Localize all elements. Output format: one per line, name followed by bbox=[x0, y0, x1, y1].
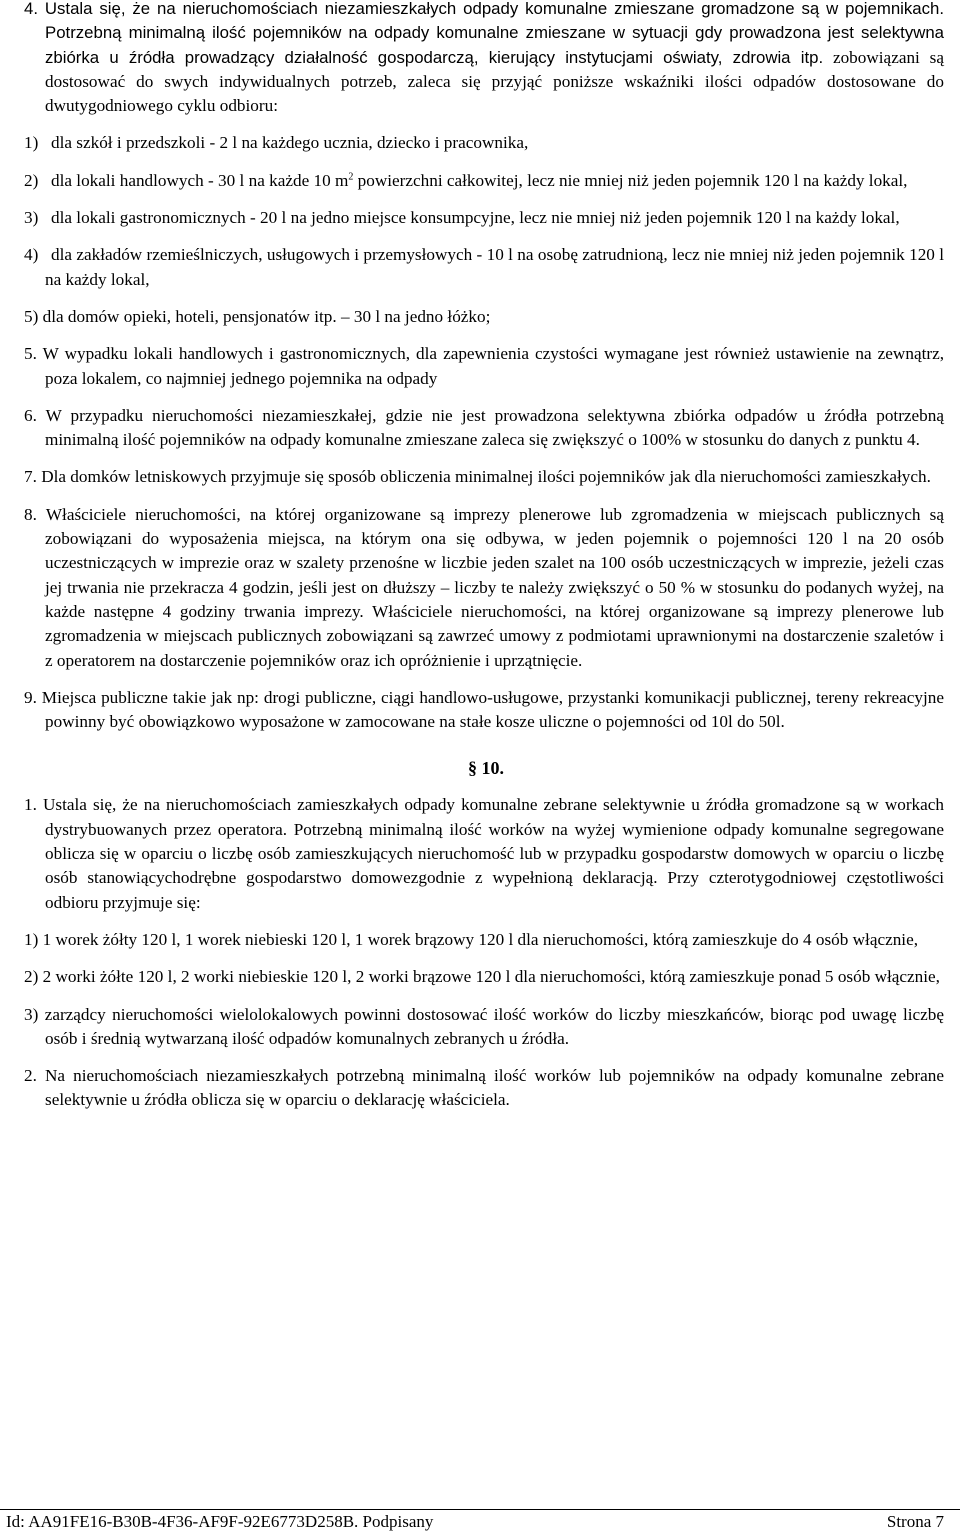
list-item-4-3 bbox=[24, 206, 944, 230]
paragraph-4 bbox=[24, 0, 944, 118]
list-number: 3) bbox=[24, 208, 39, 228]
paragraph-4-part-a: 4. Ustala się, że na nieruchomościach niezamieszkałych odpady komunalne zmieszane gromadzone są w pojemnikach. Potrzebną minimalną ilość pojemników na odpady komunalne zmieszane w sytuacji gdy prowadzona jest selektywna zbiórka u źródła prowadzący działalność gospodarczą, kierujący instytucjami oświaty, zdrowia itp. bbox=[24, 0, 944, 67]
footer-divider bbox=[0, 1509, 960, 1510]
paragraph-5: 5. W wypadku lokali handlowych i gastronomicznych, dla zapewnienia czystości wymagane jest również ustawienie na zewnątrz, poza lokalem, co najmniej jednego pojemnika na odpady bbox=[24, 344, 944, 388]
paragraph-6: 6. W przypadku nieruchomości niezamieszkałej, gdzie nie jest prowadzona selektywna zbiórka odpadów u źródła potrzebną minimalną ilość pojemników na odpady komunalne zmieszane zaleca się zwiększyć o 100% w stosunku do danych z punktu 4. bbox=[24, 405, 944, 450]
section-10-paragraph-1: 1. Ustala się, że na nieruchomościach zamieszkałych odpady komunalne zebrane selektywnie u źródła gromadzone są w workach dystrybuowanych przez operatora. Potrzebną minimalną ilość worków na wyżej wymienione odpady komunalne segregowane oblicza się w oparciu o liczbę osób zamieszkujących nieruchomość lub w przypadku gospodarstw domowych w oparciu o liczbę osób stanowiącychodrębne gospodarstwo domowezgodnie z wypełnioną deklaracją. Przy czterotygodniowej częstotliwości odbioru przyjmuje się: bbox=[24, 795, 944, 912]
paragraph-9: 9. Miejsca publiczne takie jak np: drogi publiczne, ciągi handlowo-usługowe, przystanki komunikacji publicznej, tereny rekreacyjne powinny być obowiązkowo wyposażone w zamocowane na stałe kosze uliczne o pojemności od 10l do 50l. bbox=[24, 687, 944, 732]
paragraph-7: 7. Dla domków letniskowych przyjmuje się sposób obliczenia minimalnej ilości pojemników jak dla nieruchomości zamieszkałych. bbox=[24, 467, 931, 487]
list-text: dla szkół i przedszkoli - 2 l na każdego ucznia, dziecko i pracownika, bbox=[51, 133, 529, 153]
list-text-b: powierzchni całkowitej, lecz nie mniej niż jeden pojemnik 120 l na każdy lokal, bbox=[353, 170, 908, 190]
page-footer bbox=[0, 1503, 960, 1536]
paragraph-8: 8. Właściciele nieruchomości, na której organizowane są imprezy plenerowe lub zgromadzenia w miejscach publicznych są zobowiązani do wyposażenia miejsca, na którym ona się odbywa, w jeden pojemnik o pojemności 120 l na 20 osób uczestniczących w imprezie oraz w szalety przenośne w liczbie jeden szalet na 100 osób uczestniczących w imprezie, jeżeli czas jej trwania nie przekracza 4 godzin, jeśli jest on dłuższy – liczby te należy zwiększyć o 50 % w stosunku do podanych wyżej, na każde następne 4 godziny trwania imprezy. Właściciele nieruchomości, na której organizowane są imprezy plenerowe lub zgromadzenia w miejscach publicznych zobowiązani są zawrzeć umowy z podmiotami uprawnionymi na dostarczenie szaletów i z operatorem na dostarczenie pojemników oraz ich opróżnienie i uprzątnięcie. bbox=[24, 504, 944, 670]
list-text: dla zakładów rzemieślniczych, usługowych i przemysłowych - 10 l na osobę zatrudnioną, lecz nie mniej niż jeden pojemnik 120 l na każdy lokal, bbox=[45, 245, 944, 289]
list-text: dla lokali gastronomicznych - 20 l na jedno miejsce konsumpcyjne, lecz nie mniej niż jeden pojemnik 120 l na każdy lokal, bbox=[51, 208, 900, 228]
document-page bbox=[24, 0, 944, 1126]
list-item-4-4 bbox=[24, 243, 944, 292]
list-text-a: dla lokali handlowych - 30 l na każde 10 m bbox=[51, 170, 349, 190]
document-id: Id: AA91FE16-B30B-4F36-AF9F-92E6773D258B. Podpisany bbox=[6, 1512, 434, 1531]
paragraph-4-part-b: zobowiązani są dostosować do swych indywidualnych potrzeb, zaleca się przyjąć poniższe wskaźniki ilości odpadów dostosowane do dwutygodniowego cyklu odbioru: bbox=[45, 47, 944, 116]
section-10-list-item-1: 1) 1 worek żółty 120 l, 1 worek niebieski 120 l, 1 worek brązowy 120 l dla nieruchomości, którą zamieszkuje do 4 osób włącznie, bbox=[24, 929, 918, 949]
section-heading: § 10. bbox=[468, 758, 504, 779]
section-10-list-item-2: 2) 2 worki żółte 120 l, 2 worki niebieskie 120 l, 2 worki brązowe 120 l dla nieruchomości, którą zamieszkuje ponad 5 osób włącznie, bbox=[24, 967, 940, 987]
list-number: 4) bbox=[24, 245, 39, 265]
list-number: 1) bbox=[24, 133, 39, 153]
page-number: Strona 7 bbox=[886, 1512, 944, 1531]
list-item-4-5: 5) dla domów opieki, hoteli, pensjonatów itp. – 30 l na jedno łóżko; bbox=[24, 306, 491, 326]
superscript: 2 bbox=[348, 171, 354, 183]
section-10-list-item-3: 3) zarządcy nieruchomości wielolokalowych powinni dostosować ilość worków do liczby mieszkańców, biorąc pod uwagę liczbę osób i średnią wytwarzaną ilość odpadów komunalnych zebranych u źródła. bbox=[24, 1004, 944, 1048]
section-10-paragraph-2: 2. Na nieruchomościach niezamieszkałych potrzebną minimalną ilość worków lub pojemników na odpady komunalne zebrane selektywnie u źródła oblicza się w oparciu o deklarację właściciela. bbox=[24, 1066, 944, 1110]
list-item-4-1 bbox=[24, 131, 944, 155]
list-number: 2) bbox=[24, 170, 39, 190]
list-item-4-2 bbox=[24, 169, 944, 193]
